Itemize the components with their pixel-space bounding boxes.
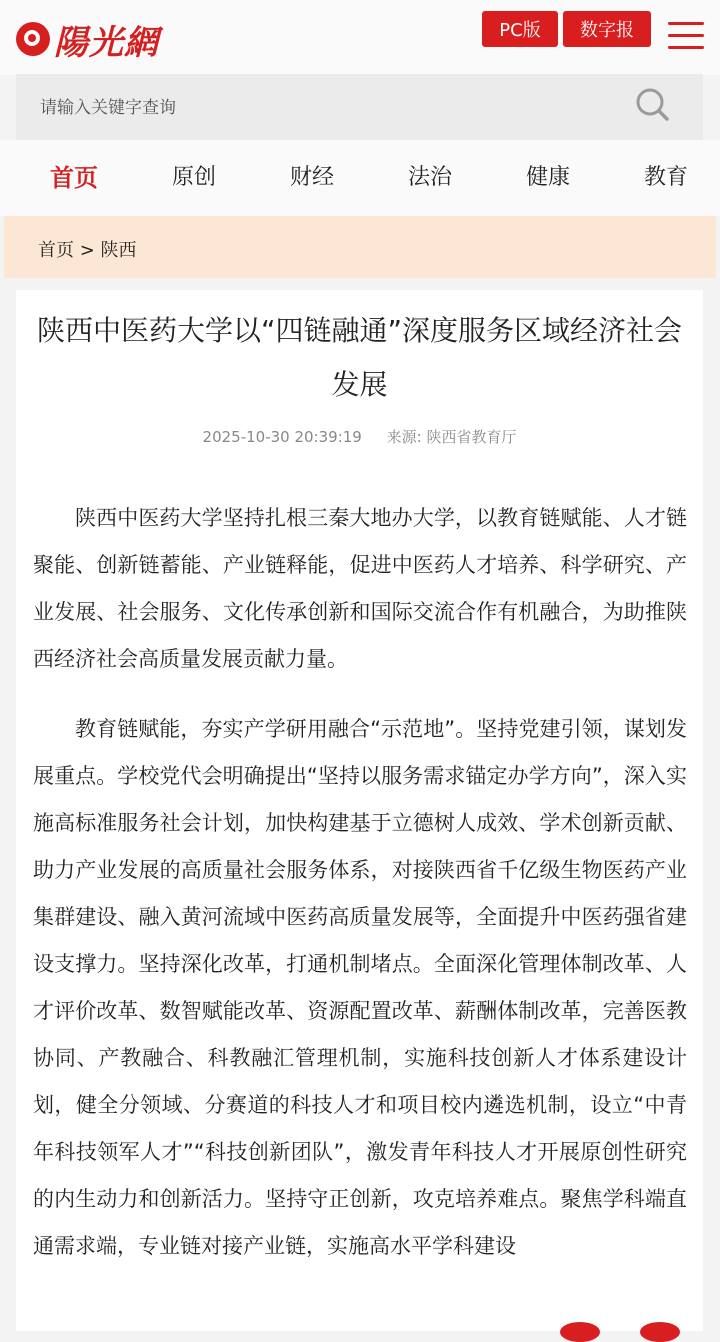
category-nav [0,140,720,216]
article-title: 陕西中医药大学以“四链融通”深度服务区域经济社会发展 [36,314,682,401]
floating-button[interactable] [640,1322,680,1342]
search-bar [16,74,703,140]
nav-item-education[interactable]: 教育 [644,165,689,190]
breadcrumb-bar [4,216,716,278]
article-card [16,290,703,1331]
article-meta [16,426,703,447]
article-source: 来源: 陕西省教育厅 [386,428,517,446]
search-input[interactable] [38,88,602,128]
site-header [0,0,720,75]
article-paragraph: 陕西中医药大学坚持扎根三秦大地办大学，以教育链赋能、人才链聚能、创新链蓄能、产业链释能，促进中医药人才培养、科学研究、产业发展、社会服务、文化传承创新和国际交流合作有机融合，为助推陕西经济社会高质量发展贡献力量。 [33,506,687,671]
search-icon[interactable] [634,86,674,126]
article-paragraph: 教育链赋能，夯实产学研用融合“示范地”。坚持党建引领，谋划发展重点。学校党代会明确提出“坚持以服务需求锚定办学方向”，深入实施高标准服务社会计划，加快构建基于立德树人成效、学术创新贡献、助力产业发展的高质量社会服务体系，对接陕西省千亿级生物医药产业集群建设、融入黄河流域中医药高质量发展等，全面提升中医药强省建设支撑力。坚持深化改革，打通机制堵点。全面深化管理体制改革、人才评价改革、数智赋能改革、资源配置改革、薪酬体制改革，完善医教协同、产教融合、科教融汇管理机制，实施科技创新人才体系建设计划，健全分领域、分赛道的科技人才和项目校内遴选机制，设立“中青年科技领军人才”“科技创新团队”，激发青年科技人才开展原创性研究的内生动力和创新活力。坚持守正创新，攻克培养难点。聚焦学科端直通需求端，专业链对接产业链，实施高水平学科建设 [33,717,687,1258]
sun-logo-icon [16,22,50,56]
floating-button[interactable] [560,1322,600,1342]
nav-item-original[interactable]: 原创 [172,165,217,190]
breadcrumb[interactable]: 首页 > 陕西 [38,240,137,261]
digital-paper-button[interactable]: 数字报 [563,11,651,47]
site-logo[interactable] [16,14,159,64]
nav-item-home[interactable]: 首页 [50,164,98,192]
article-datetime: 2025-10-30 20:39:19 [202,428,362,446]
pc-version-button[interactable]: PC版 [482,11,558,47]
nav-item-health[interactable]: 健康 [526,165,571,190]
nav-item-finance[interactable]: 财经 [290,165,335,190]
logo-text: 陽光網 [54,22,159,63]
nav-item-law[interactable]: 法治 [408,165,453,190]
hamburger-menu-icon[interactable] [668,20,704,52]
